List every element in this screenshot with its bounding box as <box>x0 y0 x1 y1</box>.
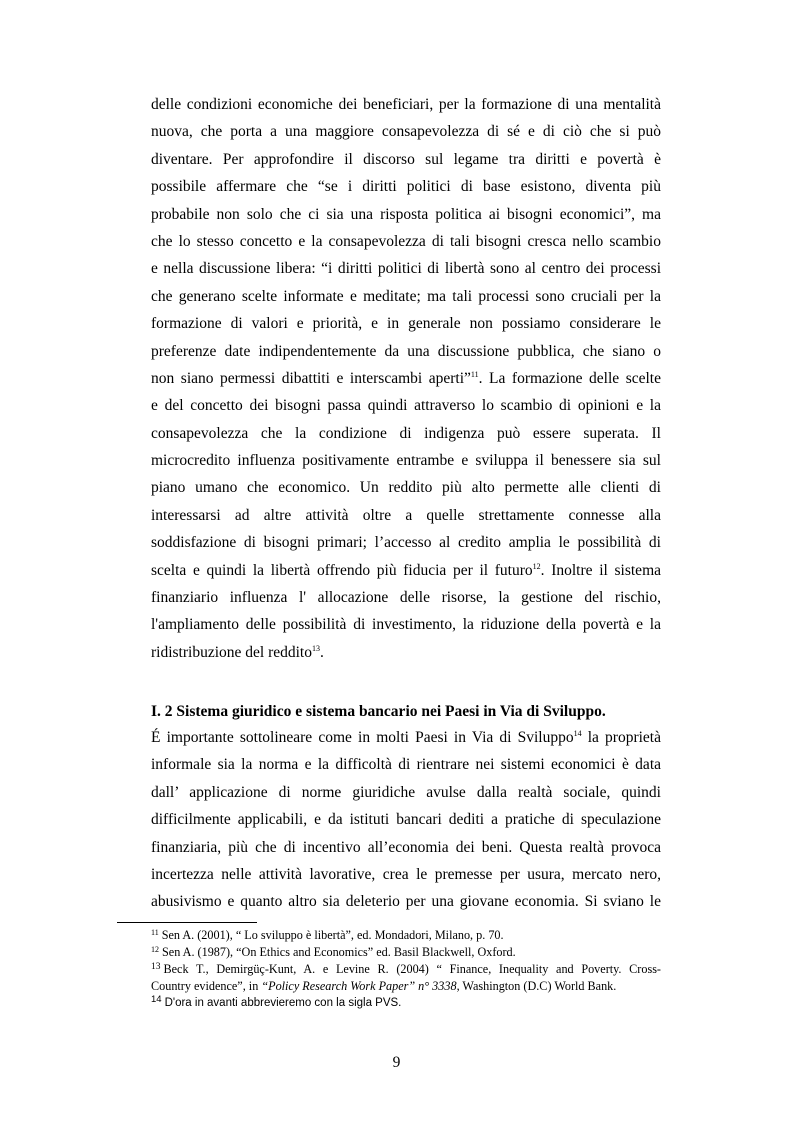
text-line <box>151 557 661 584</box>
footnote-text: Country evidence”, in <box>151 979 262 993</box>
paragraph-body <box>151 91 661 666</box>
footnote-ref-13[interactable]: 13 <box>312 643 320 653</box>
text-line: finanziario influenza l' allocazione delle risorse, la gestione del rischio, <box>151 589 661 607</box>
footnote-separator <box>117 922 257 923</box>
text-line: l'ampliamento delle possibilità di investimento, la riduzione della povertà e la <box>151 616 661 634</box>
footnote-text: Beck T., Demirgüç-Kunt, A. e Levine R. (2004) “ Finance, Inequality and Poverty. Cross- <box>163 962 661 976</box>
text-line: piano umano che economico. Un reddito più alto permette alle clienti di <box>151 479 661 497</box>
section-heading: I. 2 Sistema giuridico e sistema bancario nei Paesi in Via di Sviluppo. <box>151 703 606 720</box>
text-line: preferenze date indipendentemente da una discussione pubblica, che siano o <box>151 342 661 360</box>
text-line <box>151 639 661 666</box>
text-line: incertezza nelle attività lavorative, crea le premesse per usura, mercato nero, <box>151 865 661 883</box>
text-segment: ridistribuzione del reddito <box>151 643 312 661</box>
text-segment: É importante sottolineare come in molti Paesi in Via di Sviluppo <box>151 729 574 746</box>
text-line: e nella discussione libera: “i diritti politici di libertà sono al centro dei processi <box>151 260 661 278</box>
text-segment: scelta e quindi la libertà offrendo più fiducia per il futuro <box>151 561 533 579</box>
text-line: consapevolezza che la condizione di indigenza può essere superata. Il <box>151 424 661 442</box>
section-body <box>151 724 661 916</box>
footnote-12 <box>151 944 661 961</box>
footnotes <box>151 927 661 1012</box>
footnote-number: 13 <box>151 962 161 972</box>
text-line: diventare. Per approfondire il discorso sul legame tra diritti e povertà è <box>151 150 661 168</box>
footnote-ref-11[interactable]: 11 <box>470 369 479 379</box>
text-line: delle condizioni economiche dei beneficiari, per la formazione di una mentalità <box>151 96 661 113</box>
footnote-italic-title: “Policy Research Work Paper” n° 3338 <box>261 979 457 993</box>
footnote-14 <box>151 995 661 1012</box>
footnote-text: D'ora in avanti abbrevieremo con la sigla PVS. <box>164 997 402 1009</box>
text-line <box>151 365 661 392</box>
footnote-number: 11 <box>151 928 159 937</box>
footnote-11 <box>151 927 661 944</box>
text-line: abusivismo e quanto altro sia deleterio per una giovane economia. Si sviano le <box>151 893 661 911</box>
text-line <box>151 724 661 751</box>
text-line: informale sia la norma e la difficoltà di rientrare nei sistemi economici è data <box>151 756 661 774</box>
text-line: probabile non solo che ci sia una risposta politica ai bisogni economici”, ma <box>151 205 661 223</box>
text-line: nuova, che porta a una maggiore consapevolezza di sé e di ciò che si può <box>151 123 661 141</box>
footnote-13-continued <box>151 978 661 995</box>
text-line: finanziaria, più che di incentivo all’economia dei beni. Questa realtà provoca <box>151 838 661 856</box>
text-line: dall’ applicazione di norme giuridiche avulse dalla realtà sociale, quindi <box>151 783 661 801</box>
text-segment: non siano permessi dibattiti e interscambi aperti” <box>151 369 471 387</box>
footnote-ref-14[interactable]: 14 <box>573 729 582 738</box>
text-line: formazione di valori e priorità, e in generale non possiamo considerare le <box>151 315 661 333</box>
text-segment: . La formazione delle scelte <box>478 369 661 387</box>
footnote-number: 12 <box>151 945 159 954</box>
footnote-text: , Washington (D.C) World Bank. <box>456 979 617 993</box>
text-segment: . Inoltre il sistema <box>540 561 661 579</box>
text-line: interessarsi ad altre attività oltre a quelle strettamente connesse alla <box>151 506 661 524</box>
text-line: e del concetto dei bisogni passa quindi attraverso lo scambio di opinioni e la <box>151 397 661 415</box>
text-line: microcredito influenza positivamente entrambe e sviluppa il benessere sia sul <box>151 452 661 470</box>
footnote-text: Sen A. (2001), “ Lo sviluppo è libertà”, ed. Mondadori, Milano, p. 70. <box>161 928 504 942</box>
page-number: 9 <box>392 1054 401 1071</box>
text-line: che generano scelte informate e meditate; ma tali processi sono cruciali per la <box>151 287 661 305</box>
footnote-ref-12[interactable]: 12 <box>532 561 541 571</box>
text-line: possibile affermare che “se i diritti politici di base esistono, diventa più <box>151 178 661 196</box>
footnote-text: Sen A. (1987), “On Ethics and Economics” ed. Basil Blackwell, Oxford. <box>162 945 516 959</box>
footnote-13 <box>151 961 661 978</box>
text-line: difficilmente applicabili, e da istituti bancari dediti a pratiche di speculazione <box>151 811 661 829</box>
text-line: soddisfazione di bisogni primari; l’accesso al credito amplia le possibilità di <box>151 534 661 552</box>
text-segment: . <box>320 643 324 661</box>
text-line: che lo stesso concetto e la consapevolezza di tali bisogni cresca nello scambio <box>151 232 661 250</box>
text-segment: la proprietà <box>581 729 661 746</box>
footnote-number: 14 <box>151 994 162 1005</box>
